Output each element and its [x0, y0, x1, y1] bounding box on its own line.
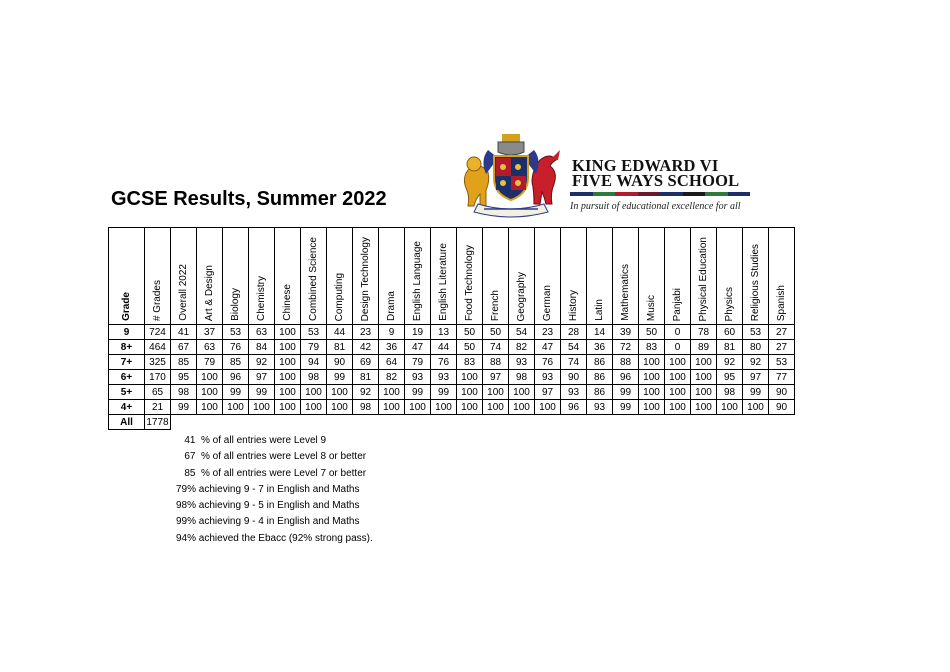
table-cell: 83 — [639, 340, 665, 355]
table-row — [109, 385, 795, 400]
table-cell: 100 — [379, 400, 405, 415]
column-header — [275, 228, 301, 325]
column-header — [405, 228, 431, 325]
table-cell: 100 — [275, 325, 301, 340]
table-cell: 53 — [743, 325, 769, 340]
table-cell: 14 — [587, 325, 613, 340]
column-header-label: Biology — [230, 288, 241, 321]
stripe-segment — [705, 192, 728, 196]
table-cell: 63 — [249, 325, 275, 340]
table-cell: 100 — [665, 400, 691, 415]
table-cell: 92 — [717, 355, 743, 370]
grade-cell: 6+ — [109, 370, 145, 385]
table-cell: 93 — [561, 385, 587, 400]
table-cell: 65 — [145, 385, 171, 400]
table-cell: 100 — [275, 400, 301, 415]
column-header — [145, 228, 171, 325]
table-cell: 100 — [639, 385, 665, 400]
table-cell: 97 — [535, 385, 561, 400]
column-header — [249, 228, 275, 325]
summary-line: 79% achieving 9 - 7 in English and Maths — [176, 483, 360, 495]
table-cell: 44 — [431, 340, 457, 355]
grade-cell: 7+ — [109, 355, 145, 370]
stripe-segment — [638, 192, 661, 196]
table-row — [109, 355, 795, 370]
column-header-label: Design Technology — [360, 236, 371, 321]
table-cell: 100 — [249, 400, 275, 415]
table-cell: 85 — [171, 355, 197, 370]
column-header-label: # Grades — [152, 279, 163, 321]
summary-line: 98% achieving 9 - 5 in English and Maths — [176, 500, 360, 512]
column-header — [639, 228, 665, 325]
table-cell: 21 — [145, 400, 171, 415]
table-cell: 36 — [587, 340, 613, 355]
table-cell: 47 — [535, 340, 561, 355]
table-cell: 82 — [509, 340, 535, 355]
table-cell: 100 — [197, 370, 223, 385]
column-header-label: Physics — [724, 286, 735, 321]
table-cell: 96 — [613, 370, 639, 385]
column-header — [561, 228, 587, 325]
table-cell: 93 — [587, 400, 613, 415]
table-cell: 53 — [769, 355, 795, 370]
table-cell: 23 — [535, 325, 561, 340]
column-header-label: French — [490, 289, 501, 321]
table-cell: 93 — [431, 370, 457, 385]
table-cell: 0 — [665, 340, 691, 355]
table-cell: 724 — [145, 325, 171, 340]
table-cell: 100 — [223, 400, 249, 415]
table-cell: 99 — [613, 385, 639, 400]
grade-cell: 4+ — [109, 400, 145, 415]
table-cell: 37 — [197, 325, 223, 340]
column-header-label: Panjabi — [672, 287, 683, 321]
table-cell: 64 — [379, 355, 405, 370]
table-cell: 98 — [301, 370, 327, 385]
table-cell: 100 — [509, 385, 535, 400]
table-cell: 89 — [691, 340, 717, 355]
table-cell: 100 — [327, 385, 353, 400]
total-label: All — [109, 415, 145, 430]
table-cell: 325 — [145, 355, 171, 370]
table-cell: 78 — [691, 325, 717, 340]
school-motto: In pursuit of educational excellence for all — [570, 201, 741, 212]
table-cell: 100 — [275, 340, 301, 355]
table-cell: 100 — [457, 400, 483, 415]
table-row — [109, 370, 795, 385]
column-header-label: Physical Education — [698, 236, 709, 321]
table-cell: 54 — [509, 325, 535, 340]
table-cell: 44 — [327, 325, 353, 340]
column-header — [665, 228, 691, 325]
column-header — [509, 228, 535, 325]
column-header — [613, 228, 639, 325]
table-cell: 100 — [327, 400, 353, 415]
table-cell: 90 — [561, 370, 587, 385]
summary-line: 99% achieving 9 - 4 in English and Maths — [176, 516, 360, 528]
table-cell: 99 — [223, 385, 249, 400]
table-cell: 100 — [275, 370, 301, 385]
column-header — [431, 228, 457, 325]
table-cell: 9 — [379, 325, 405, 340]
table-cell: 100 — [301, 385, 327, 400]
column-header — [457, 228, 483, 325]
table-cell: 100 — [457, 370, 483, 385]
table-cell: 97 — [249, 370, 275, 385]
table-cell: 81 — [717, 340, 743, 355]
table-row — [109, 340, 795, 355]
table-cell: 85 — [223, 355, 249, 370]
table-cell: 97 — [743, 370, 769, 385]
table-cell: 90 — [769, 385, 795, 400]
table-cell: 94 — [301, 355, 327, 370]
table-cell: 27 — [769, 340, 795, 355]
table-cell: 100 — [691, 355, 717, 370]
table-cell: 92 — [249, 355, 275, 370]
table-cell: 98 — [717, 385, 743, 400]
table-cell: 464 — [145, 340, 171, 355]
table-cell: 76 — [535, 355, 561, 370]
table-cell: 81 — [353, 370, 379, 385]
table-cell: 100 — [665, 370, 691, 385]
column-header — [109, 228, 145, 325]
table-cell: 79 — [197, 355, 223, 370]
table-cell: 28 — [561, 325, 587, 340]
table-cell: 93 — [509, 355, 535, 370]
table-cell: 69 — [353, 355, 379, 370]
table-cell: 100 — [665, 385, 691, 400]
table-cell: 88 — [613, 355, 639, 370]
table-cell: 72 — [613, 340, 639, 355]
school-name-line2: FIVE WAYS SCHOOL — [572, 171, 740, 190]
table-cell: 93 — [535, 370, 561, 385]
table-cell: 100 — [301, 400, 327, 415]
table-cell: 100 — [405, 400, 431, 415]
table-cell: 19 — [405, 325, 431, 340]
table-cell: 100 — [691, 385, 717, 400]
stripe-segment — [593, 192, 616, 196]
summary-line: 41 % of all entries were Level 9 — [176, 435, 327, 446]
results-table — [108, 227, 795, 430]
table-cell: 93 — [405, 370, 431, 385]
grade-cell: 8+ — [109, 340, 145, 355]
table-cell: 92 — [353, 385, 379, 400]
column-header-label: Mathematics — [620, 264, 631, 321]
page-title: GCSE Results, Summer 2022 — [111, 188, 387, 210]
table-cell: 50 — [483, 325, 509, 340]
total-value: 1778 — [146, 416, 169, 428]
table-cell: 63 — [197, 340, 223, 355]
column-header-label: History — [568, 289, 579, 321]
column-header — [379, 228, 405, 325]
column-header-label: Grade — [121, 292, 132, 321]
table-cell: 100 — [457, 385, 483, 400]
school-crest-logo — [458, 130, 564, 218]
table-cell: 50 — [639, 325, 665, 340]
table-cell: 100 — [483, 400, 509, 415]
summary-line: 67 % of all entries were Level 8 or better — [176, 451, 367, 463]
table-cell: 50 — [457, 340, 483, 355]
table-cell: 47 — [405, 340, 431, 355]
table-cell: 60 — [717, 325, 743, 340]
column-header-label: Chinese — [282, 284, 293, 321]
column-header — [535, 228, 561, 325]
column-header-label: English Language — [412, 240, 423, 321]
column-header-label: English Literature — [438, 243, 449, 321]
table-cell: 99 — [171, 400, 197, 415]
table-cell: 81 — [327, 340, 353, 355]
results-summary — [176, 433, 373, 547]
grade-cell: 9 — [109, 325, 145, 340]
table-cell: 95 — [717, 370, 743, 385]
table-cell: 50 — [457, 325, 483, 340]
table-cell: 96 — [223, 370, 249, 385]
table-cell: 100 — [743, 400, 769, 415]
table-cell: 98 — [509, 370, 535, 385]
table-cell: 76 — [431, 355, 457, 370]
table-cell: 99 — [327, 370, 353, 385]
table-cell: 83 — [457, 355, 483, 370]
stripe-segment — [660, 192, 683, 196]
table-cell: 100 — [275, 355, 301, 370]
table-row — [109, 325, 795, 340]
column-header — [717, 228, 743, 325]
column-header — [327, 228, 353, 325]
column-header — [691, 228, 717, 325]
table-cell: 100 — [535, 400, 561, 415]
column-header-label: Music — [646, 294, 657, 321]
table-cell: 100 — [379, 385, 405, 400]
summary-line: 94% achieved the Ebacc (92% strong pass). — [176, 532, 373, 544]
table-cell: 99 — [613, 400, 639, 415]
school-color-stripe — [570, 192, 750, 196]
table-cell: 100 — [431, 400, 457, 415]
grade-cell: 5+ — [109, 385, 145, 400]
table-cell: 13 — [431, 325, 457, 340]
table-cell: 99 — [249, 385, 275, 400]
stripe-segment — [728, 192, 751, 196]
table-cell: 100 — [639, 400, 665, 415]
column-header — [353, 228, 379, 325]
column-header-label: Computing — [334, 272, 345, 321]
table-cell: 79 — [405, 355, 431, 370]
table-cell: 99 — [405, 385, 431, 400]
table-cell: 36 — [379, 340, 405, 355]
column-header — [483, 228, 509, 325]
table-cell: 90 — [327, 355, 353, 370]
summary-line: 85 % of all entries were Level 7 or better — [176, 467, 367, 479]
table-cell: 23 — [353, 325, 379, 340]
table-cell: 54 — [561, 340, 587, 355]
table-cell: 77 — [769, 370, 795, 385]
column-header-label: Latin — [594, 299, 605, 321]
column-header-label: Art & Design — [204, 264, 215, 321]
table-cell: 86 — [587, 355, 613, 370]
table-cell: 100 — [717, 400, 743, 415]
table-cell: 99 — [743, 385, 769, 400]
table-cell: 74 — [561, 355, 587, 370]
column-header-label: German — [542, 284, 553, 321]
stripe-segment — [683, 192, 706, 196]
table-cell: 100 — [275, 385, 301, 400]
table-row — [109, 400, 795, 415]
column-header-label: Combined Science — [308, 237, 319, 321]
table-cell: 98 — [353, 400, 379, 415]
table-cell: 84 — [249, 340, 275, 355]
column-header — [301, 228, 327, 325]
school-name-line1: KING EDWARD VI — [572, 156, 719, 175]
table-cell: 100 — [691, 400, 717, 415]
column-header-label: Drama — [386, 290, 397, 321]
table-cell: 90 — [769, 400, 795, 415]
table-cell: 97 — [483, 370, 509, 385]
table-cell: 96 — [561, 400, 587, 415]
table-cell: 92 — [743, 355, 769, 370]
table-cell: 100 — [665, 355, 691, 370]
column-header-label: Spanish — [776, 284, 787, 321]
table-cell: 100 — [197, 385, 223, 400]
table-header-row — [109, 228, 795, 325]
table-cell: 27 — [769, 325, 795, 340]
column-header — [587, 228, 613, 325]
column-header-label: Geography — [516, 271, 527, 321]
table-cell: 67 — [171, 340, 197, 355]
table-cell: 95 — [171, 370, 197, 385]
table-cell: 86 — [587, 370, 613, 385]
table-cell: 53 — [223, 325, 249, 340]
table-cell: 76 — [223, 340, 249, 355]
column-header — [223, 228, 249, 325]
table-cell: 53 — [301, 325, 327, 340]
table-cell: 79 — [301, 340, 327, 355]
table-cell: 39 — [613, 325, 639, 340]
table-cell: 100 — [197, 400, 223, 415]
table-cell: 170 — [145, 370, 171, 385]
column-header — [171, 228, 197, 325]
column-header-label: Overall 2022 — [178, 264, 189, 321]
table-cell: 100 — [639, 355, 665, 370]
school-name — [572, 158, 739, 188]
table-cell: 88 — [483, 355, 509, 370]
stripe-segment — [570, 192, 593, 196]
table-cell: 74 — [483, 340, 509, 355]
table-cell: 99 — [431, 385, 457, 400]
column-header — [197, 228, 223, 325]
table-cell: 82 — [379, 370, 405, 385]
column-header — [743, 228, 769, 325]
column-header-label: Religious Studies — [750, 243, 761, 321]
total-row — [109, 415, 795, 430]
table-cell: 98 — [171, 385, 197, 400]
table-cell: 100 — [691, 370, 717, 385]
table-cell: 100 — [483, 385, 509, 400]
stripe-segment — [615, 192, 638, 196]
column-header-label: Chemistry — [256, 275, 267, 321]
column-header-label: Food Technology — [464, 245, 475, 321]
table-cell: 41 — [171, 325, 197, 340]
table-cell: 100 — [509, 400, 535, 415]
table-cell: 100 — [639, 370, 665, 385]
table-cell: 86 — [587, 385, 613, 400]
table-cell: 80 — [743, 340, 769, 355]
column-header — [769, 228, 795, 325]
table-cell: 42 — [353, 340, 379, 355]
table-cell: 0 — [665, 325, 691, 340]
